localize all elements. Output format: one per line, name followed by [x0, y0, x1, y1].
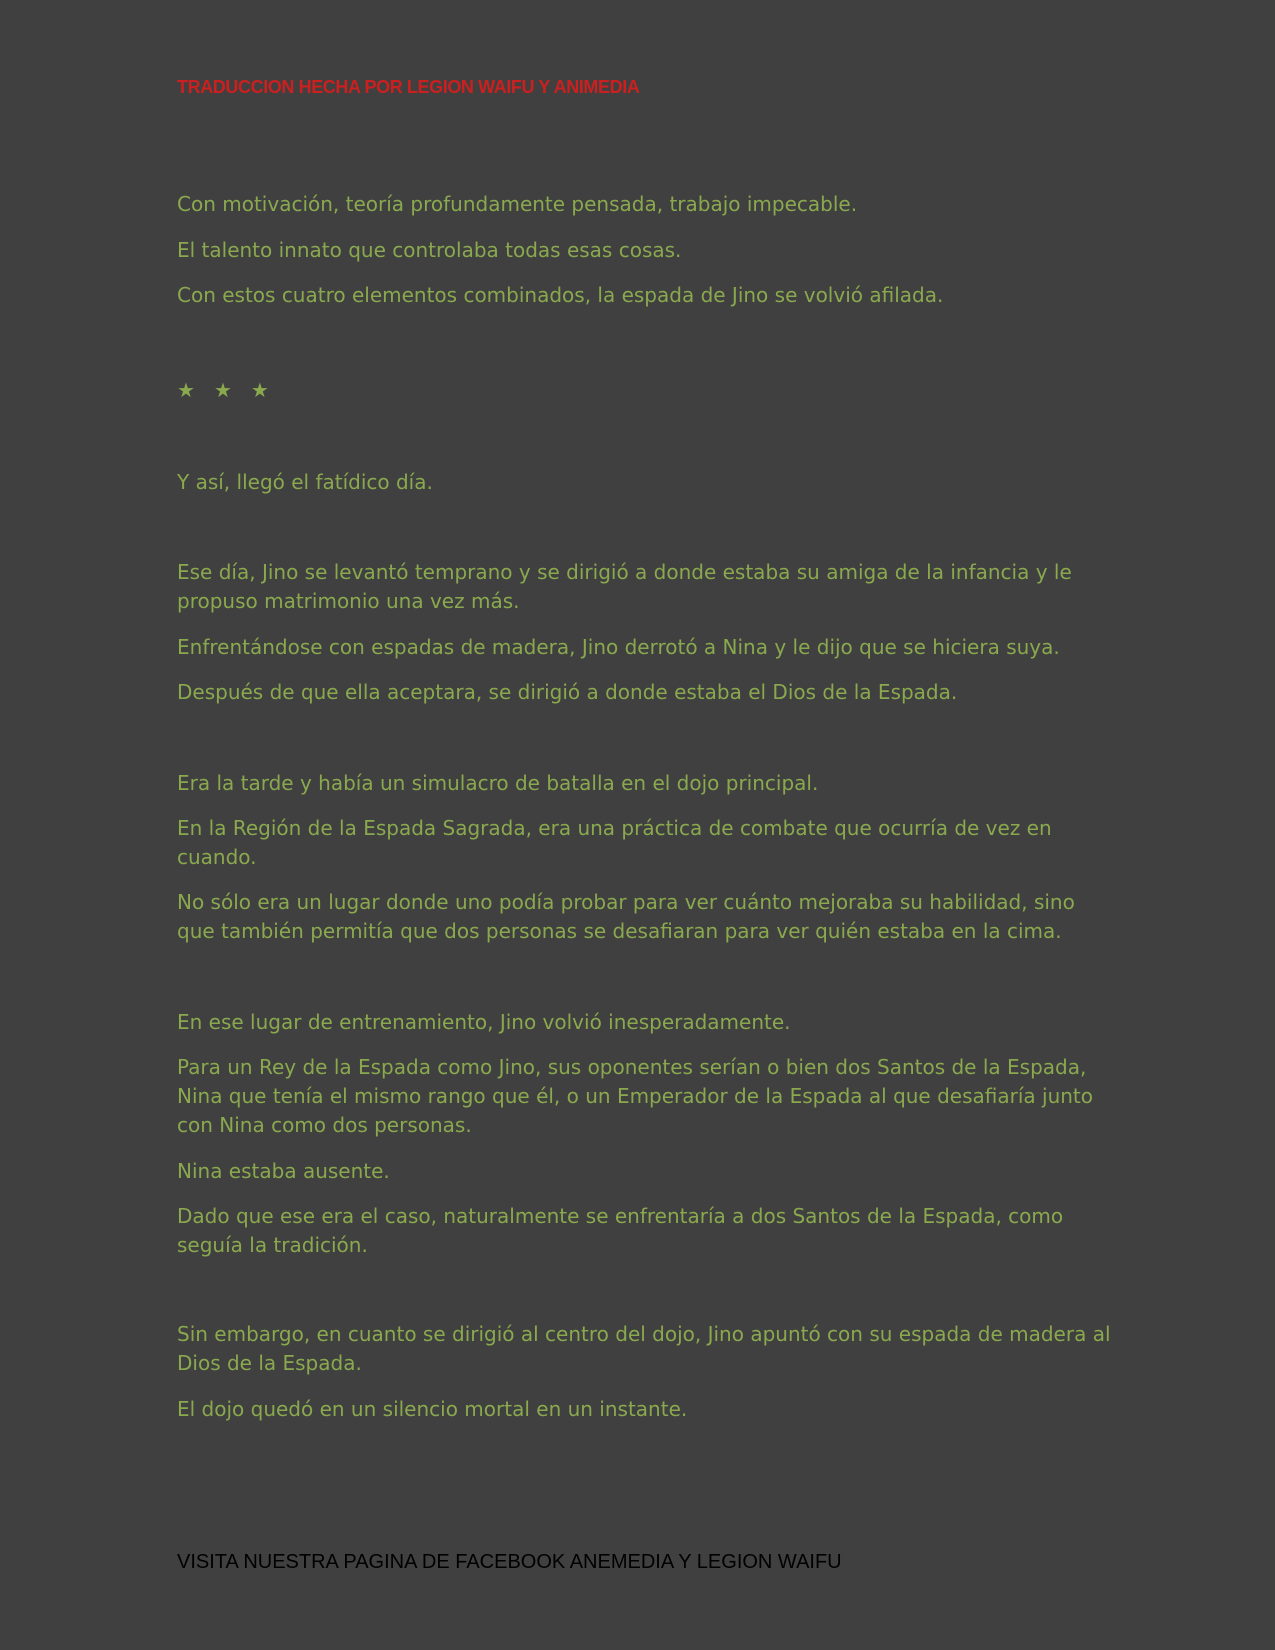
paragraph: Después de que ella aceptara, se dirigió a donde estaba el Dios de la Espada.	[177, 680, 958, 704]
paragraph: Con estos cuatro elementos combinados, la espada de Jino se volvió afilada.	[177, 283, 944, 307]
paragraph: Enfrentándose con espadas de madera, Jino derrotó a Nina y le dijo que se hiciera suya.	[177, 635, 1060, 659]
star-icon: ★	[250, 378, 269, 402]
section-separator	[177, 376, 288, 405]
paragraph: El talento innato que controlaba todas esas cosas.	[177, 238, 682, 262]
paragraph: En ese lugar de entrenamiento, Jino volvió inesperadamente.	[177, 1010, 791, 1034]
paragraph: Para un Rey de la Espada como Jino, sus oponentes serían o bien dos Santos de la Espada, Nina que tenía el mismo rango que él, o un Emperador de la Espada al que desafiaría junto con Nina como dos personas.	[177, 1055, 1094, 1137]
star-icon: ★	[213, 378, 232, 402]
paragraph: Sin embargo, en cuanto se dirigió al centro del dojo, Jino apuntó con su espada de madera al Dios de la Espada.	[177, 1322, 1111, 1375]
paragraph: Y así, llegó el fatídico día.	[177, 470, 433, 494]
paragraph: Nina estaba ausente.	[177, 1159, 390, 1183]
paragraph: En la Región de la Espada Sagrada, era una práctica de combate que ocurría de vez en cuando.	[177, 816, 1052, 869]
paragraph: Era la tarde y había un simulacro de batalla en el dojo principal.	[177, 771, 819, 795]
paragraph: El dojo quedó en un silencio mortal en un instante.	[177, 1397, 688, 1421]
paragraph: Ese día, Jino se levantó temprano y se dirigió a donde estaba su amiga de la infancia y le propuso matrimonio una vez más.	[177, 560, 1072, 613]
paragraph: No sólo era un lugar donde uno podía probar para ver cuánto mejoraba su habilidad, sino que también permitía que dos personas se desafiaran para ver quién estaba en la cima.	[177, 890, 1075, 943]
paragraph: Dado que ese era el caso, naturalmente se enfrentaría a dos Santos de la Espada, como seguía la tradición.	[177, 1204, 1064, 1257]
paragraph: Con motivación, teoría profundamente pensada, trabajo impecable.	[177, 192, 858, 216]
translation-credit-header: TRADUCCION HECHA POR LEGION WAIFU Y ANIMEDIA	[177, 77, 640, 97]
star-icon: ★	[177, 378, 195, 402]
facebook-visit-footer: VISITA NUESTRA PAGINA DE FACEBOOK ANEMEDIA Y LEGION WAIFU	[177, 1551, 842, 1573]
